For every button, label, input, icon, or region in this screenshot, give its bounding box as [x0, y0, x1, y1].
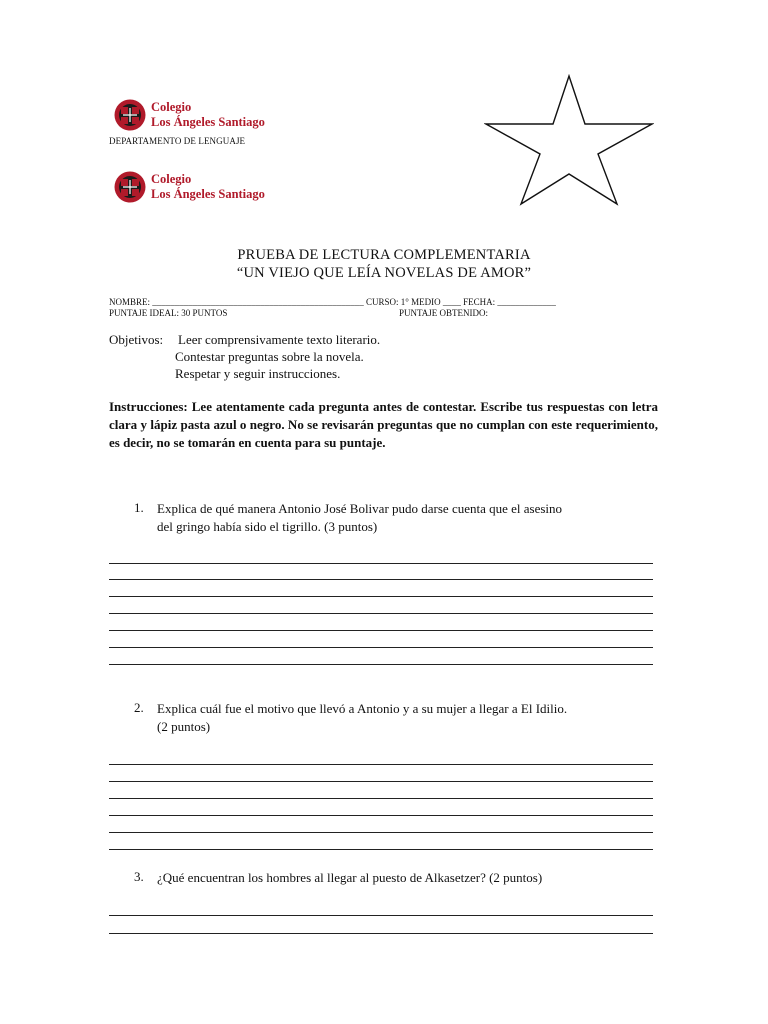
obtained-score: PUNTAJE OBTENIDO:: [399, 308, 489, 318]
answer-line[interactable]: [109, 563, 653, 564]
answer-line[interactable]: [109, 781, 653, 782]
answer-line[interactable]: [109, 832, 653, 833]
question-number: 1.: [134, 500, 144, 515]
answer-line[interactable]: [109, 815, 653, 816]
answer-line[interactable]: [109, 613, 653, 614]
answer-line[interactable]: [109, 647, 653, 648]
school-logo-icon: [113, 98, 147, 132]
answer-line[interactable]: [109, 664, 653, 665]
question-number: 3.: [134, 869, 144, 884]
student-info-line: NOMBRE: _______________________________________________ CURSO: 1° MEDIO ____ FECHA: _____________: [109, 297, 556, 307]
novel-title: “UN VIEJO QUE LEÍA NOVELAS DE AMOR”: [236, 265, 532, 281]
school-logo-secondary: [113, 170, 265, 204]
answer-line[interactable]: [109, 579, 653, 580]
answer-line[interactable]: [109, 849, 653, 850]
school-logo: [113, 98, 265, 132]
school-name-line2: Los Ángeles Santiago: [151, 187, 265, 201]
answer-line[interactable]: [109, 764, 653, 765]
answer-line[interactable]: [109, 596, 653, 597]
question-2-line1: Explica cuál fue el motivo que llevó a Antonio y a su mujer a llegar a El Idilio.: [157, 701, 568, 716]
objectives-label: Objetivos:: [109, 332, 164, 347]
question-1-line1: Explica de qué manera Antonio José Bolivar pudo darse cuenta que el asesino: [157, 501, 563, 516]
question-3-line1: ¿Qué encuentran los hombres al llegar al puesto de Alkasetzer? (2 puntos): [157, 870, 543, 885]
ideal-score: PUNTAJE IDEAL: 30 PUNTOS: [109, 308, 228, 318]
answer-line[interactable]: [109, 798, 653, 799]
instructions-paragraph: Instrucciones: Lee atentamente cada pregunta antes de contestar. Escribe tus respuestas con letra clara y lápiz pasta azul o negro. No se revisarán preguntas que no cumplan con este requerimiento, es decir, no se tomarán en cuenta para su puntaje.: [109, 399, 658, 450]
answer-line[interactable]: [109, 915, 653, 916]
school-logo-icon: [113, 170, 147, 204]
school-name: [151, 100, 265, 130]
question-number: 2.: [134, 700, 144, 715]
objective-item: Leer comprensivamente texto literario.: [178, 332, 381, 347]
star-icon: [484, 74, 654, 206]
answer-line[interactable]: [109, 933, 653, 934]
question-2-line2: (2 puntos): [157, 719, 211, 734]
school-name-line2: Los Ángeles Santiago: [151, 115, 265, 129]
objective-item: Respetar y seguir instrucciones.: [175, 366, 341, 381]
question-1-line2: del gringo había sido el tigrillo. (3 puntos): [157, 519, 378, 534]
school-name-line1: Colegio: [151, 100, 192, 114]
school-name-line1: Colegio: [151, 172, 192, 186]
objective-item: Contestar preguntas sobre la novela.: [175, 349, 364, 364]
department-label: DEPARTAMENTO DE LENGUAJE: [109, 136, 246, 146]
answer-line[interactable]: [109, 630, 653, 631]
test-title: PRUEBA DE LECTURA COMPLEMENTARIA: [237, 247, 531, 263]
school-name-secondary: [151, 172, 265, 202]
